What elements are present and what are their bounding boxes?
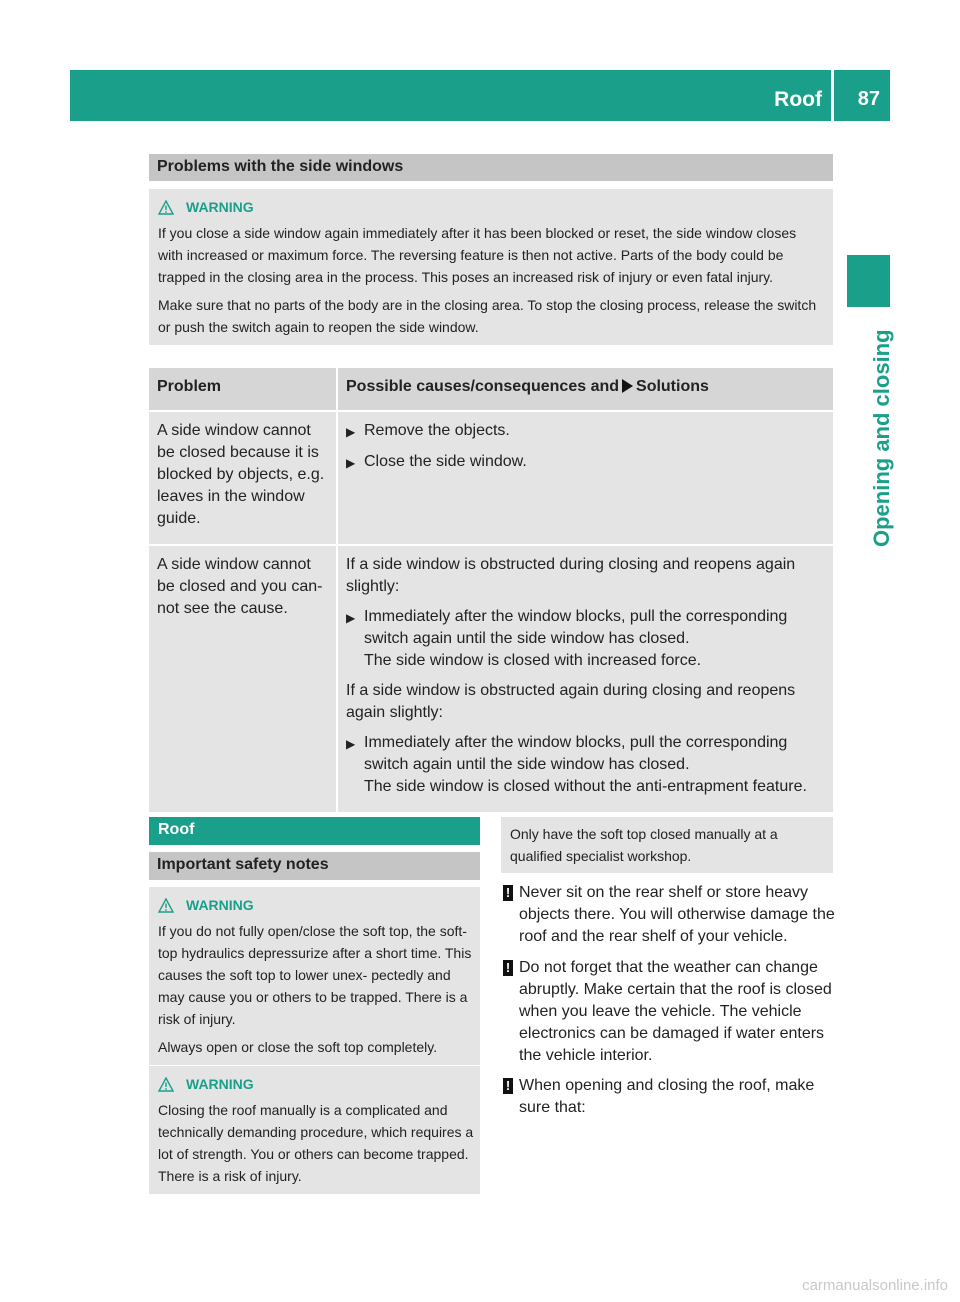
solution-cell [338, 544, 833, 812]
step-arrow-icon: ▶ [346, 611, 356, 625]
warning-paragraph: Always open or close the soft top completely. [158, 1039, 438, 1055]
watermark: carmanualsonline.info [802, 1277, 948, 1294]
solution-cell [338, 410, 833, 544]
header-title: Roof [774, 88, 822, 111]
step-item: ▶ Immediately after the window blocks, pull the corresponding switch again until the side window has closed. The side window is closed with increased force. [346, 606, 825, 672]
header-separator [831, 70, 834, 121]
warning-paragraph: If you close a side window again immediately after it has been blocked or reset, the side window closes with increased or maximum force. The reversing feature is then not active. Parts of the body could be trapped in the closing area in the process. This poses an increased risk of injury or even fatal injury. [158, 225, 797, 285]
problem-cell: A side window cannot be closed because it is blocked by objects, e.g. leaves in the window guide. [149, 410, 338, 544]
problems-table [149, 368, 833, 812]
warning-title: WARNING [158, 894, 474, 916]
column-header-problem: Problem [149, 368, 338, 410]
warning-paragraph: Make sure that no parts of the body are in the closing area. To stop the closing process, release the switch or push the switch again to reopen the side window. [158, 297, 817, 335]
warning-paragraph: Closing the roof manually is a complicated and technically demanding procedure, which requires a lot of strength. You or others can become trapped. There is a risk of injury. [158, 1102, 474, 1184]
step-arrow-icon: ▶ [346, 456, 356, 470]
page-number: 87 [857, 88, 880, 110]
warning-box-soft-top [149, 887, 480, 1065]
warning-title: WARNING [158, 1073, 474, 1095]
warning-triangle-icon [158, 898, 174, 913]
step-item: ▶ Immediately after the window blocks, pull the corresponding switch again until the side window has closed. The side window is closed without the anti-entrapment feature. [346, 732, 825, 798]
problem-cell: A side window cannot be closed and you can- not see the cause. [149, 544, 338, 812]
notice-item: ! Do not forget that the weather can change abruptly. Make certain that the roof is closed when you leave the vehicle. The vehicle electronics can be damaged if water enters the vehicle interior. [501, 957, 835, 1067]
column-header-solutions: Possible causes/consequences and Solutions [338, 368, 833, 410]
exclamation-icon: ! [503, 1078, 513, 1094]
solution-text: If a side window is obstructed during closing and reopens again slightly: [346, 556, 796, 595]
section-heading-roof: Roof [149, 817, 480, 845]
notice-item: ! When opening and closing the roof, make sure that: [501, 1075, 835, 1119]
warning-title: WARNING [158, 196, 824, 218]
chapter-label: Opening and closing [869, 329, 894, 547]
exclamation-icon: ! [503, 885, 513, 901]
warning-box-side-windows [149, 189, 833, 345]
table-row [149, 544, 833, 812]
table-row [149, 410, 833, 544]
page-header [70, 70, 890, 121]
step-item: ▶ Remove the objects. [346, 420, 825, 443]
arrow-triangle-icon [622, 379, 633, 393]
section-heading-side-windows: Problems with the side windows [149, 154, 833, 181]
warning-box-manual-closing [149, 1066, 480, 1194]
solution-text: If a side window is obstructed again during closing and reopens again slightly: [346, 682, 796, 721]
warning-triangle-icon [158, 200, 174, 215]
exclamation-icon: ! [503, 960, 513, 976]
warning-paragraph: If you do not fully open/close the soft top, the soft-top hydraulics depressurize after a short time. This causes the soft top to lower unex- pectedly and may cause you or others to be trapped. There is a risk of injury. [158, 923, 472, 1027]
step-item: ▶ Close the side window. [346, 451, 825, 474]
step-arrow-icon: ▶ [346, 425, 356, 439]
warning-triangle-icon [158, 1077, 174, 1092]
note-box: Only have the soft top closed manually at a qualified specialist workshop. [501, 817, 833, 873]
notice-item: ! Never sit on the rear shelf or store heavy objects there. You will otherwise damage the roof and the rear shelf of your vehicle. [501, 882, 835, 948]
step-arrow-icon: ▶ [346, 737, 356, 751]
subheading-safety-notes: Important safety notes [149, 852, 480, 880]
